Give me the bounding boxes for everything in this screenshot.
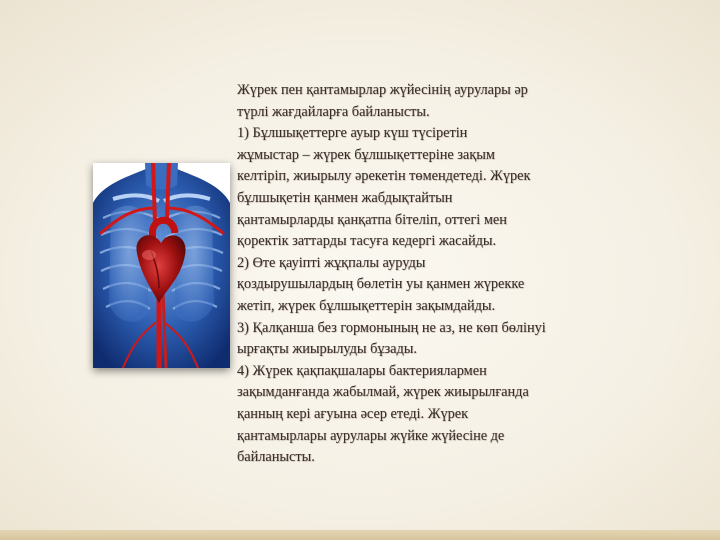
heart-anatomy-image <box>93 163 230 368</box>
slide-bottom-band <box>0 530 720 540</box>
text-line-14: 4) Жүрек қақпақшалары бактериялармен <box>237 362 487 379</box>
text-line-17: қантамырлары аурулары жүйке жүйесіне де <box>237 427 505 444</box>
text-line-10: қоздырушылардың бөлетін уы қанмен жүрекке <box>237 276 525 293</box>
text-line-8: қоректік заттарды тасуға кедергі жасайды. <box>237 233 497 250</box>
text-line-5: келтіріп, жиырылу әрекетін төмендетеді. Жүрек <box>237 168 531 185</box>
text-line-11: жетіп, жүрек бұлшықеттерін зақымдайды. <box>237 297 496 314</box>
text-line-13: ырғақты жиырылуды бұзады. <box>237 341 417 358</box>
text-line-6: бұлшықетін қанмен жабдықтайтын <box>237 189 453 206</box>
text-line-2: түрлі жағдайларға байланысты. <box>237 103 430 120</box>
text-line-9: 2) Өте қауіпті жұқпалы ауруды <box>237 254 426 271</box>
slide-text <box>237 80 657 469</box>
text-line-4: жұмыстар – жүрек бұлшықеттеріне зақым <box>237 146 495 163</box>
text-line-16: қанның кері ағуына әсер етеді. Жүрек <box>237 405 469 422</box>
heart-anatomy-icon <box>93 163 230 368</box>
text-line-3: 1) Бұлшықеттерге ауыр күш түсіретін <box>237 125 468 142</box>
text-line-12: 3) Қалқанша без гормонының не аз, не көп бөлінуі <box>237 319 546 336</box>
text-line-7: қантамырларды қанқатпа бітеліп, оттегі мен <box>237 211 507 228</box>
text-line-15: зақымданғанда жабылмай, жүрек жиырылғанда <box>237 384 529 401</box>
text-line-1: Жүрек пен қантамырлар жүйесінің аурулары әр <box>237 82 528 98</box>
text-line-18: байланысты. <box>237 449 315 466</box>
